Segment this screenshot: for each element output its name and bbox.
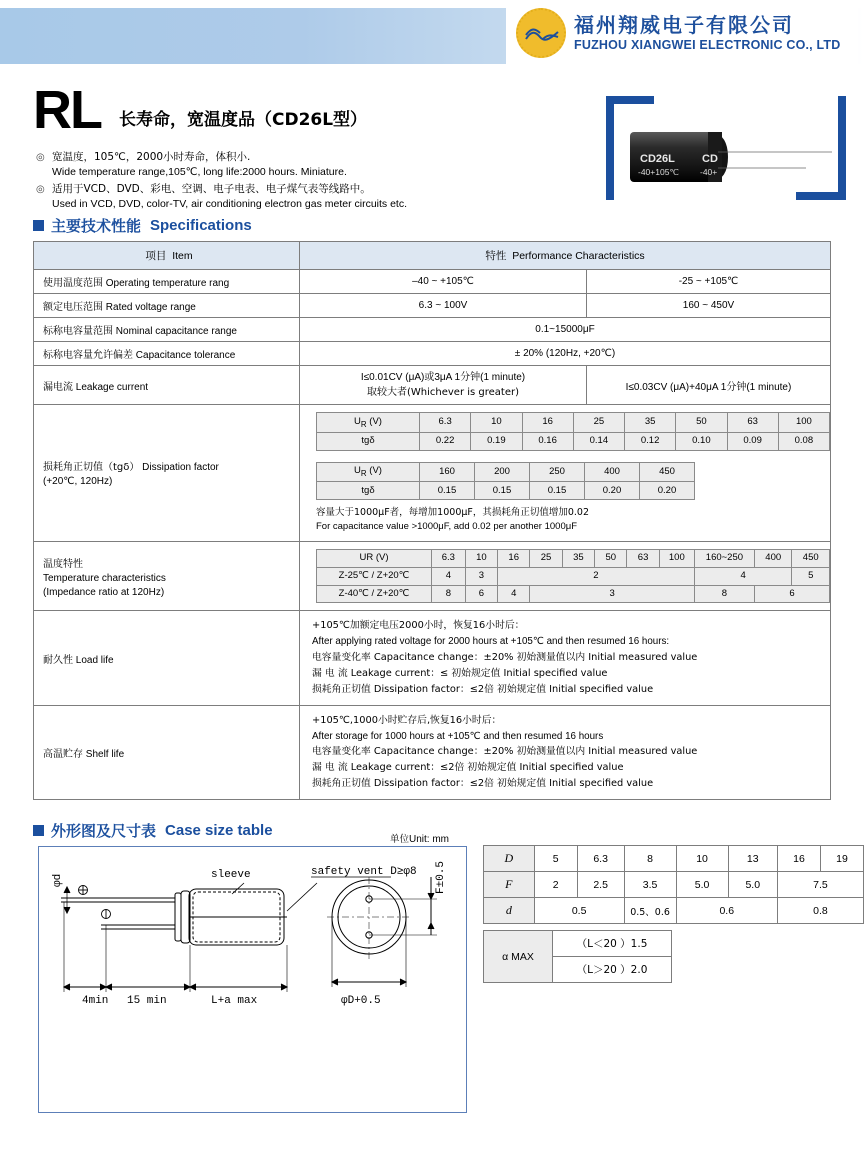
cell: 2: [498, 567, 695, 585]
cell: 16: [777, 846, 820, 872]
value-op-temp-high: -25 ~ +105℃: [587, 270, 831, 294]
table-row: [484, 872, 864, 898]
value-leakage-high: I≤0.03CV (μA)+40μA 1分钟(1 minute): [587, 366, 831, 405]
label-lead-15min: 15 min: [127, 995, 167, 1007]
cell: 6.3: [432, 549, 466, 567]
product-title-row: [33, 80, 368, 140]
cell: 50: [676, 413, 727, 433]
label-phi-d: φd: [52, 873, 64, 887]
table-row-shelf-life: [34, 705, 831, 799]
cell: 4: [498, 585, 530, 603]
row-label: Z-25℃ / Z+20℃: [317, 567, 432, 585]
cell: 35: [625, 413, 676, 433]
feature-list: [36, 150, 576, 214]
wave-circle-logo-icon: [516, 8, 566, 58]
cell: 7.5: [777, 872, 863, 898]
mini-row: [317, 567, 830, 585]
cell: 4: [694, 567, 792, 585]
cell: 3.5: [624, 872, 676, 898]
row-label-leakage-current: 漏电流 Leakage current: [34, 366, 300, 405]
row-label-capacitance-tolerance: 标称电容量允许偏差 Capacitance tolerance: [34, 342, 300, 366]
temperature-table-cell: [300, 541, 831, 611]
cell: 100: [659, 549, 694, 567]
cell: 4: [432, 567, 466, 585]
cell: 25: [530, 549, 562, 567]
row-label: $U_R$ (V): [317, 462, 420, 482]
table-row: [34, 366, 831, 405]
cell: （L＞20 ）2.0: [553, 957, 672, 983]
capacitor-photo-svg: [600, 90, 850, 208]
cell: 63: [727, 413, 778, 433]
cell: 0.20: [585, 482, 640, 500]
label-sleeve: sleeve: [211, 869, 251, 881]
mini-row: [317, 549, 830, 567]
table-row-load-life: [34, 611, 831, 705]
cell: 35: [562, 549, 594, 567]
table-header-row: [34, 242, 831, 270]
unit-note-en: Unit: mm: [409, 834, 450, 845]
header-item-en: Item: [172, 250, 193, 262]
cell: 10: [676, 846, 728, 872]
section-title-en: Specifications: [150, 217, 252, 234]
case-drawing-box: [38, 846, 467, 1113]
dissipation-low-voltage-table: [316, 412, 830, 451]
cell: 50: [595, 549, 627, 567]
cell: 2: [534, 872, 577, 898]
row-header-alpha-max: α MAX: [484, 931, 553, 983]
logo-waves-svg: [525, 26, 559, 44]
capacitor-dimension-drawing: [39, 847, 464, 1110]
row-label-load-life: 耐久性 Load life: [34, 611, 300, 705]
feature-item: [36, 150, 576, 180]
cell: 2.5: [577, 872, 624, 898]
cell: 0.20: [640, 482, 695, 500]
cell: 8: [624, 846, 676, 872]
row-label-temperature-characteristics: 温度特性 Temperature characteristics (Impedance ratio at 120Hz): [34, 541, 300, 611]
cell: （L＜20 ）1.5: [553, 931, 672, 957]
row-label: UR (V): [317, 549, 432, 567]
mini-row: [317, 462, 695, 482]
temperature-characteristics-table: [316, 549, 830, 604]
company-name-en: FUZHOU XIANGWEI ELECTRONIC CO., LTD: [574, 37, 841, 52]
header-perf-en: Performance Characteristics: [512, 250, 645, 262]
table-row: [484, 931, 672, 957]
section-header-specifications: [33, 215, 252, 236]
company-name-cn: 福州翔威电子有限公司: [574, 12, 794, 37]
row-label: tgδ: [317, 482, 420, 500]
cell: 0.15: [475, 482, 530, 500]
dissipation-high-voltage-table: [316, 462, 695, 501]
cell: 0.22: [420, 432, 471, 450]
cell: 5.0: [728, 872, 777, 898]
feature-text-cn: 宽温度，105℃，2000小时寿命，体积小.: [52, 151, 251, 163]
cell: 0.15: [530, 482, 585, 500]
cell: 100: [778, 413, 829, 433]
value-rated-voltage-low: 6.3 ~ 100V: [300, 294, 587, 318]
cell: 5: [534, 846, 577, 872]
cell: 16: [522, 413, 573, 433]
feature-text-en: Used in VCD, DVD, color-TV, air conditioning electron gas meter circuits etc.: [52, 197, 408, 210]
cell: 160~250: [694, 549, 754, 567]
cap-label-bottom2: -40+: [700, 167, 718, 177]
cell: 200: [475, 462, 530, 482]
cell: 400: [585, 462, 640, 482]
table-row: [34, 270, 831, 294]
row-label-rated-voltage: 额定电压范围 Rated voltage range: [34, 294, 300, 318]
cell: 6: [465, 585, 497, 603]
cell: 8: [694, 585, 754, 603]
case-size-dimension-table: [483, 845, 864, 924]
series-code: RL: [33, 80, 101, 140]
header-perf-cn: 特性: [485, 250, 507, 262]
cell: 13: [728, 846, 777, 872]
table-row: [34, 294, 831, 318]
cap-label-top: CD26L: [640, 153, 675, 165]
value-op-temp-low: –40 ~ +105℃: [300, 270, 587, 294]
specifications-table: [33, 241, 831, 800]
cell: 450: [792, 549, 830, 567]
cell: 0.6: [676, 898, 777, 924]
cell: 5.0: [676, 872, 728, 898]
load-life-detail: +105℃加额定电压2000小时，恢复16小时后： After applying rated voltage for 2000 hours at +105℃ and then resumed 16 hours: 电容量变化率 Capacitance change：±20% 初始测量值以内 Initial measured value 漏 电 流 Leakage current：≤ 初始规定值 Initial specified value 损耗角正切值 Dissipation factor：≤2倍 初始规定值 Initial specified value: [300, 611, 831, 705]
cell: 400: [754, 549, 791, 567]
cell: 0.14: [573, 432, 624, 450]
dissipation-tables-cell: [300, 405, 831, 542]
value-capacitance-range: 0.1~15000μF: [300, 318, 831, 342]
cell: 450: [640, 462, 695, 482]
cell: 0.5、0.6: [624, 898, 676, 924]
product-photo: [600, 90, 850, 208]
product-subtitle: 长寿命，宽温度品（CD26L型）: [118, 109, 368, 130]
feature-text-en: Wide temperature range,105℃, long life:2000 hours. Miniature.: [52, 165, 347, 178]
mini-row: [317, 482, 695, 500]
mini-row: [317, 585, 830, 603]
cell: 10: [465, 549, 497, 567]
row-header-D: D: [484, 846, 535, 872]
row-header-F: F: [484, 872, 535, 898]
cell: 6: [754, 585, 829, 603]
cell: 0.12: [625, 432, 676, 450]
header-performance: [300, 242, 831, 270]
cell: 0.19: [471, 432, 522, 450]
cell: 16: [498, 549, 530, 567]
table-row-dissipation: [34, 405, 831, 542]
cell: 0.09: [727, 432, 778, 450]
label-lead-4min: 4min: [82, 995, 109, 1007]
table-row: [34, 318, 831, 342]
cell: 0.5: [534, 898, 624, 924]
value-leakage-low: I≤0.01CV (μA)或3μA 1分钟(1 minute) 取较大者(Whichever is greater): [300, 366, 587, 405]
row-label: tgδ: [317, 432, 420, 450]
mini-row: [317, 413, 830, 433]
cell: 0.08: [778, 432, 829, 450]
square-bullet-icon: [33, 825, 44, 836]
double-circle-bullet-icon: ◎: [36, 183, 45, 195]
row-label: Z-40℃ / Z+20℃: [317, 585, 432, 603]
cell: 10: [471, 413, 522, 433]
table-row: [484, 898, 864, 924]
dissipation-note: 容量大于1000μF者，每增加1000μF，其损耗角正切值增加0.02 For capacitance value >1000μF, add 0.02 per another 1000μF: [316, 507, 590, 533]
section-header-case-size: [33, 820, 273, 841]
square-bullet-icon: [33, 220, 44, 231]
table-row: [34, 342, 831, 366]
unit-note: [390, 831, 449, 845]
section-title-en: Case size table: [165, 822, 273, 839]
cell: 3: [530, 585, 694, 603]
cell: 3: [465, 567, 497, 585]
unit-note-cn: 单位: [390, 834, 410, 845]
cell: 6.3: [420, 413, 471, 433]
feature-text-cn: 适用于VCD、DVD、彩电、空调、电子电表、电子煤气表等线路中。: [52, 182, 371, 195]
label-body-length: L+a max: [211, 995, 258, 1007]
cell: 0.10: [676, 432, 727, 450]
label-diameter: φD+0.5: [341, 995, 381, 1007]
mini-row: [317, 432, 830, 450]
cell: 0.8: [777, 898, 863, 924]
cell: 6.3: [577, 846, 624, 872]
label-safety-vent: safety vent D≥φ8: [311, 866, 417, 878]
row-label-dissipation-factor: 损耗角正切值（tgδ） Dissipation factor (+20℃, 120Hz): [34, 405, 300, 542]
cell: 19: [820, 846, 863, 872]
section-title-cn: 主要技术性能: [51, 217, 142, 235]
cell: 63: [627, 549, 659, 567]
row-label: $U_R$ (V): [317, 413, 420, 433]
feature-item: [36, 182, 576, 212]
company-logo-block: [506, 2, 858, 64]
value-rated-voltage-high: 160 ~ 450V: [587, 294, 831, 318]
table-row: [484, 846, 864, 872]
cell: 250: [530, 462, 585, 482]
table-row-temperature: [34, 541, 831, 611]
header-item-cn: 项目: [145, 250, 167, 262]
cell: 5: [792, 567, 830, 585]
shelf-life-detail: +105℃,1000小时贮存后,恢复16小时后： After storage for 1000 hours at +105℃ and then resumed 16 hours 电容量变化率 Capacitance change：±20% 初始测量值以内 Initial measured value 漏 电 流 Leakage current：≤2倍 初始规定值 Initial specified value 损耗角正切值 Dissipation factor：≤2倍 初始规定值 Initial specified value: [300, 705, 831, 799]
double-circle-bullet-icon: ◎: [36, 152, 45, 163]
label-f-tolerance: F±0.5: [435, 860, 447, 894]
value-capacitance-tolerance: ± 20% (120Hz, +20℃): [300, 342, 831, 366]
row-header-d: d: [484, 898, 535, 924]
cell: 160: [420, 462, 475, 482]
cell: 0.15: [420, 482, 475, 500]
cell: 8: [432, 585, 466, 603]
row-label-capacitance-range: 标称电容量范围 Nominal capacitance range: [34, 318, 300, 342]
alpha-max-table: [483, 930, 672, 983]
row-label-operating-temp: 使用温度范围 Operating temperature rang: [34, 270, 300, 294]
row-label-shelf-life: 高温贮存 Shelf life: [34, 705, 300, 799]
cell: 0.16: [522, 432, 573, 450]
cap-label-top2: CD: [702, 153, 718, 165]
section-title-cn: 外形图及尺寸表: [51, 822, 157, 840]
cell: 25: [573, 413, 624, 433]
cap-label-bottom: -40+105℃: [638, 167, 679, 177]
header-item: [34, 242, 300, 270]
